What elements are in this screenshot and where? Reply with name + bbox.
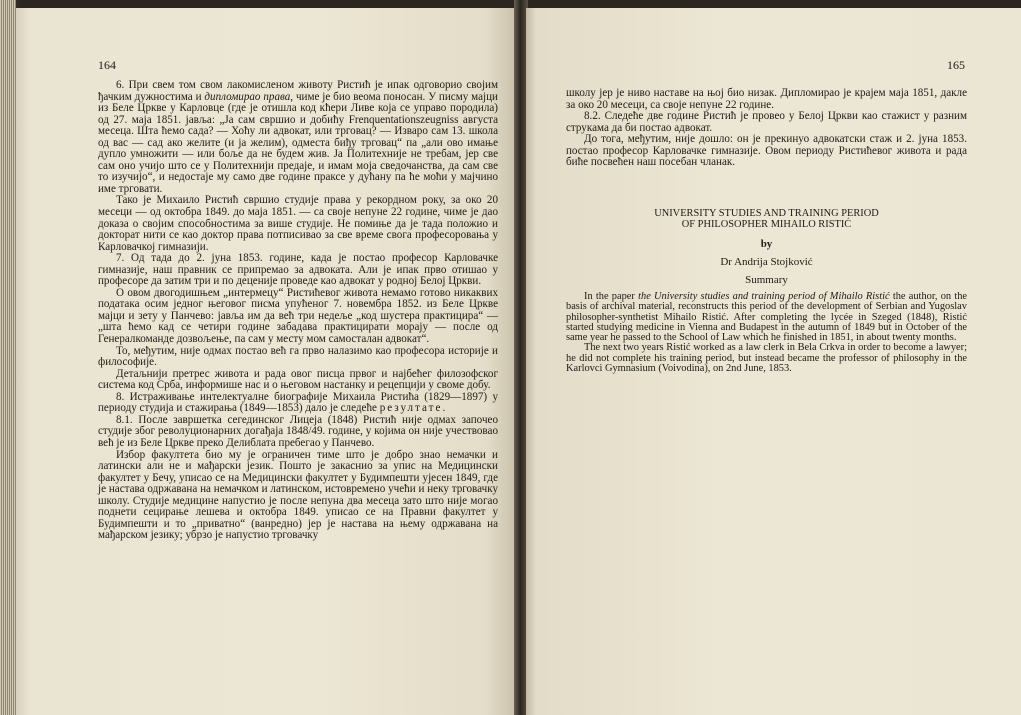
left-page-paragraph (98, 415, 498, 450)
abstract-by: by (760, 238, 773, 250)
text-segment: До тога, међутим, није дошло: он је прекинуо адвокатски стаж и 2. јуна 1853. постао професор Карловачке гимназије. Овом периоду Ристићевог живота и рада биће посвећен наш посебан чланак. (566, 133, 967, 169)
text-segment: школу јер је ниво наставе на њој био низак. Дипломирао је крајем маја 1851, дакле за око 20 месеци, са своје непуне 22 године. (566, 87, 967, 111)
summary-heading: Summary (745, 274, 788, 286)
text-segment: , чиме је био веома поносан. У писму мајци из Беле Цркве у Карловце (где је отишла код кћери Ливе која се управо породила) од 27. маја 1851. јавља: „Ја сам свршио и добићу Frenquentationszeugniss августа месеца. Шта ћемо сада? — Хоћу ли адвокат, или трговац? — Изваро сам 13. школа од вас — сад ако желите (и ја желим), одместа биђу трговац“ па „али ово имање дупло умножити — или боље да не будем жив. Ја Политехније не требам, јер све сам оно учијо што се у Политехнији предаје, и имам моја сведочанства, да сам све то изучијо“, и недостаје му само две године праксе у дућану па ће моћи у мајчино име трговати. (98, 90, 498, 195)
right-page-body (566, 88, 967, 169)
abstract-title-line-1: UNIVERSITY STUDIES AND TRAINING PERIOD (654, 208, 879, 219)
text-segment: дипломирао права (204, 90, 291, 103)
text-segment: 8. Истраживање интелектуалне биографије Михаила Ристића (1829—1897) у периоду студија и стажирања (1849—1853) дало је следеће (98, 390, 498, 415)
right-page-paragraph (566, 88, 967, 111)
left-page-paragraph (98, 346, 498, 369)
summary-paragraph (566, 292, 967, 343)
text-segment: 8.2. Следеће две године Ристић је провео у Белој Цркви као стажист у разним струкама да би постао адвокат. (566, 110, 967, 134)
text-segment: The next two years Ristić worked as a law clerk in Bela Crkva in order to become a lawyer; he did not complete his training period, but instead became the professor of philosophy in the Karlovci Gymnasium (Voivodina), on 2nd June, 1853. (566, 342, 967, 375)
page-number-right: 165 (947, 58, 965, 72)
right-page-paragraph (566, 111, 967, 134)
left-page-paragraph (98, 392, 498, 415)
text-segment: Избор факултета био му је ограничен тиме што је добро знао немачки и латински али не и мађарски језик. Пошто је закаснио за упис на Медицински факултет у Бечу, уписао се на Медицински факултет у Будимпешти уjесен 1849, где је настава одржавана на немачком и латинском, истовремено учећи и неку трговачку школу. Студије медицине напустио је после непуна два месеца зато што није могао поднети сецирање лешева и октобра 1849. уписао се на Правни факултет у Будимпешти и то „приватно“ (ванредно) јер је настава на њему одржавана на мађарском језику; убрзо је напустио трговачку (98, 448, 498, 542)
text-segment: . (442, 402, 446, 415)
left-page-body (98, 80, 498, 542)
text-segment: the University studies and training period of Mihailo Ristić (638, 291, 890, 302)
text-segment: Тако је Михаило Ристић свршио студије права у рекордном року, за око 20 месеци — од октобра 1849. до маја 1851. — са своје непуне 22 године, чиме је дао доказа о својим способностима за више студије. Не помиње да је тада положио и докторат нити се као доктор права потписивао за све време свога професоровања у Карловачкој гимназији. (98, 194, 498, 253)
summary-paragraph (566, 343, 967, 374)
left-page-paragraph (98, 369, 498, 392)
text-segment: О овом двогодишњем „интермецу“ Ристићевог живота немамо готово никаквих података осим једног његовог писма упућеног 7. новембра 1852. из Беле Цркве мајци и зету у Панчево: јавља им да већ три недеље „код шустера практицира“ — „шта ћемо кад се четири године забадава практицирати морају — после од Генералкоманде дозвољење, па сам у месту мом самосталан адвокат“. (98, 286, 498, 346)
text-segment: 7. Од тада до 2. јуна 1853. године, када је постао професор Карловачке гимназије, наш правник се припремао за адвоката. Али је ипак прво отишао у професоре да затим три и по деценије проведе као адвокат у родној Белој Цркви. (98, 252, 498, 288)
text-segment: То, међутим, није одмах постао већ га прво налазимо као професора историје и философије. (98, 344, 498, 369)
summary-body (566, 292, 967, 374)
left-page-paragraph (98, 195, 498, 253)
text-segment: резултате (379, 402, 443, 415)
left-page-paragraph (98, 80, 498, 195)
text-segment: the author, on the basis of archival material, reconstructs this period of the development of Serbian and Yugoslav philosopher-synthetist Mihailo Ristić. After completing the lycée in Szeged (1848), Ristić started studying medicine in Vienna and Budapest in the autumn of 1849 but in October of the same year he passed to the School of Law which he finished in 1851, in about twenty months. (566, 291, 968, 344)
right-page (526, 8, 1021, 715)
left-page-paragraph (98, 288, 498, 346)
page-edges (0, 0, 16, 715)
left-page (16, 8, 516, 715)
abstract-title-line-2: OF PHILOSOPHER MIHAILO RISTIĆ (681, 218, 852, 230)
text-segment: 8.1. После завршетка сегединског Лицеја (1848) Ристић није одмах започео студије због револуционарних догађаја 1848/49. године, у којима он није учествовао већ је из Беле Цркве преко Делиблата пребегао у Панчево. (98, 413, 498, 449)
text-segment: 6. При свем том свом лакомисленом животу Ристић је ипак одговорио својим ђачким дужностима и (98, 79, 498, 103)
left-page-paragraph (98, 450, 498, 542)
left-page-paragraph (98, 253, 498, 288)
right-page-paragraph (566, 134, 967, 169)
page-number-left: 164 (98, 58, 116, 72)
text-segment: Детаљнији претрес живота и рада овог писца првог и најбећег филозофског система код Срба, информише нас и о његовом настанку и рецепцији у своме добу. (98, 367, 498, 392)
abstract-title (566, 209, 967, 230)
abstract-author: Dr Andrija Stojković (720, 256, 813, 268)
text-segment: In the paper (584, 291, 639, 302)
